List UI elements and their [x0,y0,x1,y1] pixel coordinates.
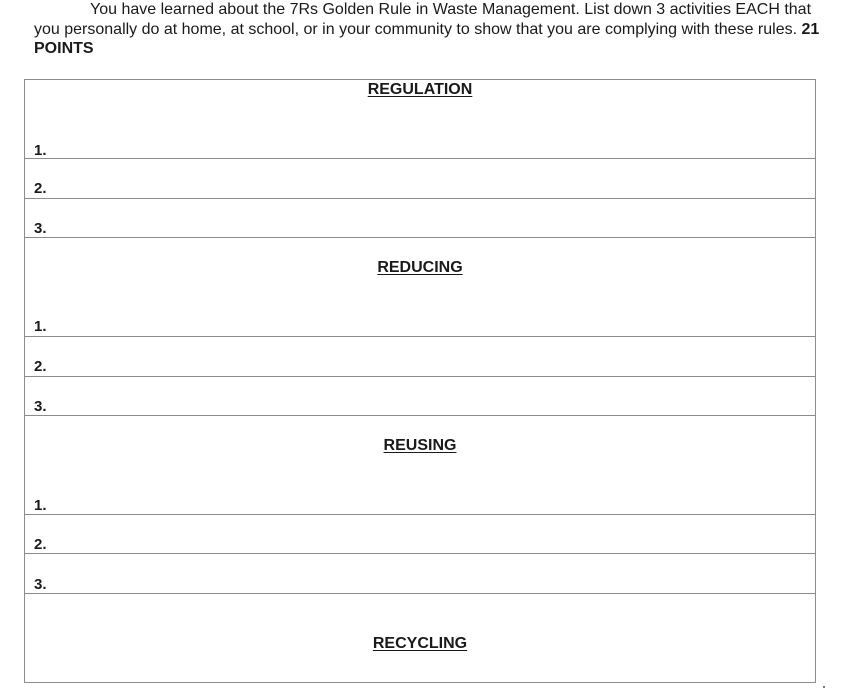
regulation-row-3-line [25,237,815,238]
reducing-row-2-line [25,376,815,377]
activities-table [24,79,816,683]
reducing-item-3-number: 3. [34,398,47,415]
reusing-row-2-line [25,553,815,554]
reusing-row-1-line [25,514,815,515]
reducing-item-1-number: 1. [34,318,47,335]
regulation-item-1-number: 1. [34,142,47,159]
section-title-reusing: REUSING [383,437,457,454]
instructions-paragraph [34,0,834,59]
reducing-item-2-number: 2. [34,358,47,375]
reusing-item-1-number: 1. [34,497,47,514]
instructions-text: You have learned about the 7Rs Golden Rule in Waste Management. List down 3 activities EACH that you personally do at home, at school, or in your community to show that you are complying with these rules. [34,1,812,38]
section-title-regulation: REGULATION [367,81,473,98]
reusing-row-3-line [25,593,815,594]
reusing-item-2-number: 2. [34,536,47,553]
regulation-row-2-line [25,198,815,199]
regulation-item-2-number: 2. [34,180,47,197]
points-label: 21 POINTS [34,20,820,57]
page-mark-dot [823,686,825,688]
table-bottom-border [24,682,816,683]
section-title-reducing: REDUCING [377,259,463,276]
regulation-item-3-number: 3. [34,220,47,237]
regulation-row-1-line [25,158,815,159]
reducing-row-1-line [25,336,815,337]
section-title-recycling: RECYCLING [372,635,468,652]
reusing-item-3-number: 3. [34,576,47,593]
reducing-row-3-line [25,415,815,416]
